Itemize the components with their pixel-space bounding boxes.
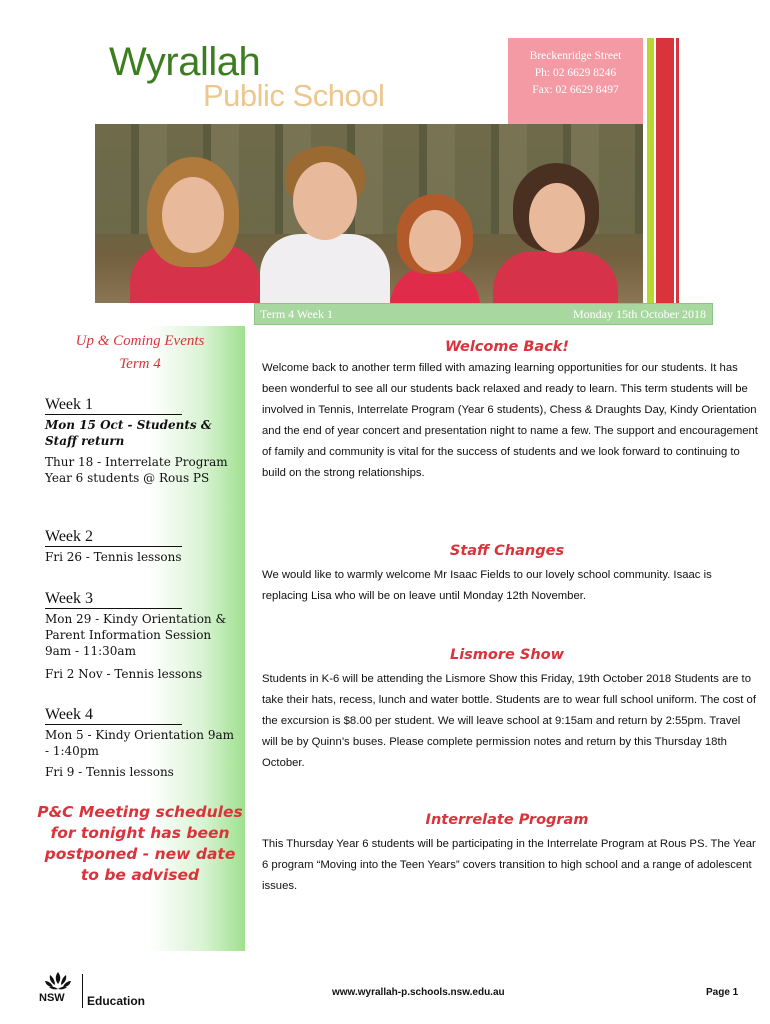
decor-stripe-green — [647, 38, 654, 303]
decor-stripe-red — [656, 38, 674, 303]
address-phone: Ph: 02 6629 8246 — [534, 67, 617, 79]
event-entry: Mon 29 - Kindy Orientation & Parent Information Session 9am - 11:30am — [45, 612, 227, 658]
events-heading: Up & Coming Events Term 4 — [75, 333, 205, 372]
address-block — [508, 48, 643, 99]
article-body-welcome: Welcome back to another term filled with amazing learning opportunities for our students. It has been wonderful to see all our students back relaxed and ready to learn. This term students will be involved in Tennis, Interrelate Program (Year 6 students), Chess & Draughts Day, Kindy Orientation and the end of year concert and presentation night to name a few. The support and encouragement of family and community is vital for the success of students and we look forward to continuing to build on the strong relationships. — [262, 362, 758, 479]
school-website-link[interactable]: www.wyrallah-p.schools.nsw.edu.au — [332, 987, 505, 998]
event-entry: Fri 9 - Tennis lessons — [45, 765, 174, 779]
article-body-staff: We would like to warmly welcome Mr Isaac Fields to our lovely school community. Isaac is replacing Lisa who will be on leave until Monday 12th November. — [262, 569, 712, 602]
article-title-welcome: Welcome Back! — [444, 339, 570, 355]
waratah-icon — [38, 970, 78, 1012]
event-entry: Thur 18 - Interrelate Program Year 6 students @ Rous PS — [45, 455, 228, 485]
week-label: Week 4 — [45, 706, 182, 725]
department-name: Education — [87, 994, 146, 1008]
pc-meeting-notice: P&C Meeting schedules for tonight has been postponed - new date to be advised — [37, 803, 243, 884]
nsw-education-logo — [35, 970, 160, 1012]
nsw-wordmark: NSW — [39, 992, 65, 1004]
events-sidebar — [35, 326, 245, 951]
event-entry: Mon 5 - Kindy Orientation 9am - 1:40pm — [45, 728, 234, 758]
page-number: Page 1 — [706, 987, 739, 998]
address-street: Breckenridge Street — [529, 50, 622, 62]
logo-divider — [82, 974, 83, 1008]
week-label: Week 1 — [45, 396, 182, 415]
event-entry: Fri 2 Nov - Tennis lessons — [45, 667, 203, 681]
article-title-staff: Staff Changes — [449, 543, 565, 559]
school-name: Wyrallah — [109, 40, 261, 84]
article-title-lismore: Lismore Show — [449, 647, 565, 663]
week-label: Week 2 — [45, 528, 182, 547]
event-entry: Mon 15 Oct - Students & Staff return — [45, 418, 212, 448]
term-date-bar — [254, 303, 713, 325]
school-subtitle: Public School — [203, 78, 385, 113]
term-week: Term 4 Week 1 — [260, 307, 333, 321]
article-body-lismore: Students in K-6 will be attending the Lismore Show this Friday, 19th October 2018 Students are to take their hats, recess, lunch and water bottle. Students are to wear full school uniform. The cost of the excursion is $8.00 per student. We will leave school at 9:15am and return by 2:55pm. Travel will be by Quinn’s buses. Please complete permission notes and return by this Thursday 18th October. — [262, 673, 756, 769]
article-body-interrelate: This Thursday Year 6 students will be participating in the Interrelate Program at Rous PS. The Year 6 program “Moving into the Teen Years” covers transition to high school and a range of adolescent issues. — [262, 838, 756, 892]
week-label: Week 3 — [45, 590, 182, 609]
students-photo — [95, 124, 643, 303]
issue-date: Monday 15th October 2018 — [573, 307, 706, 321]
article-title-interrelate: Interrelate Program — [425, 812, 589, 828]
decor-stripe-red-thin — [676, 38, 679, 303]
address-fax: Fax: 02 6629 8497 — [532, 84, 619, 96]
event-entry: Fri 26 - Tennis lessons — [45, 550, 182, 564]
